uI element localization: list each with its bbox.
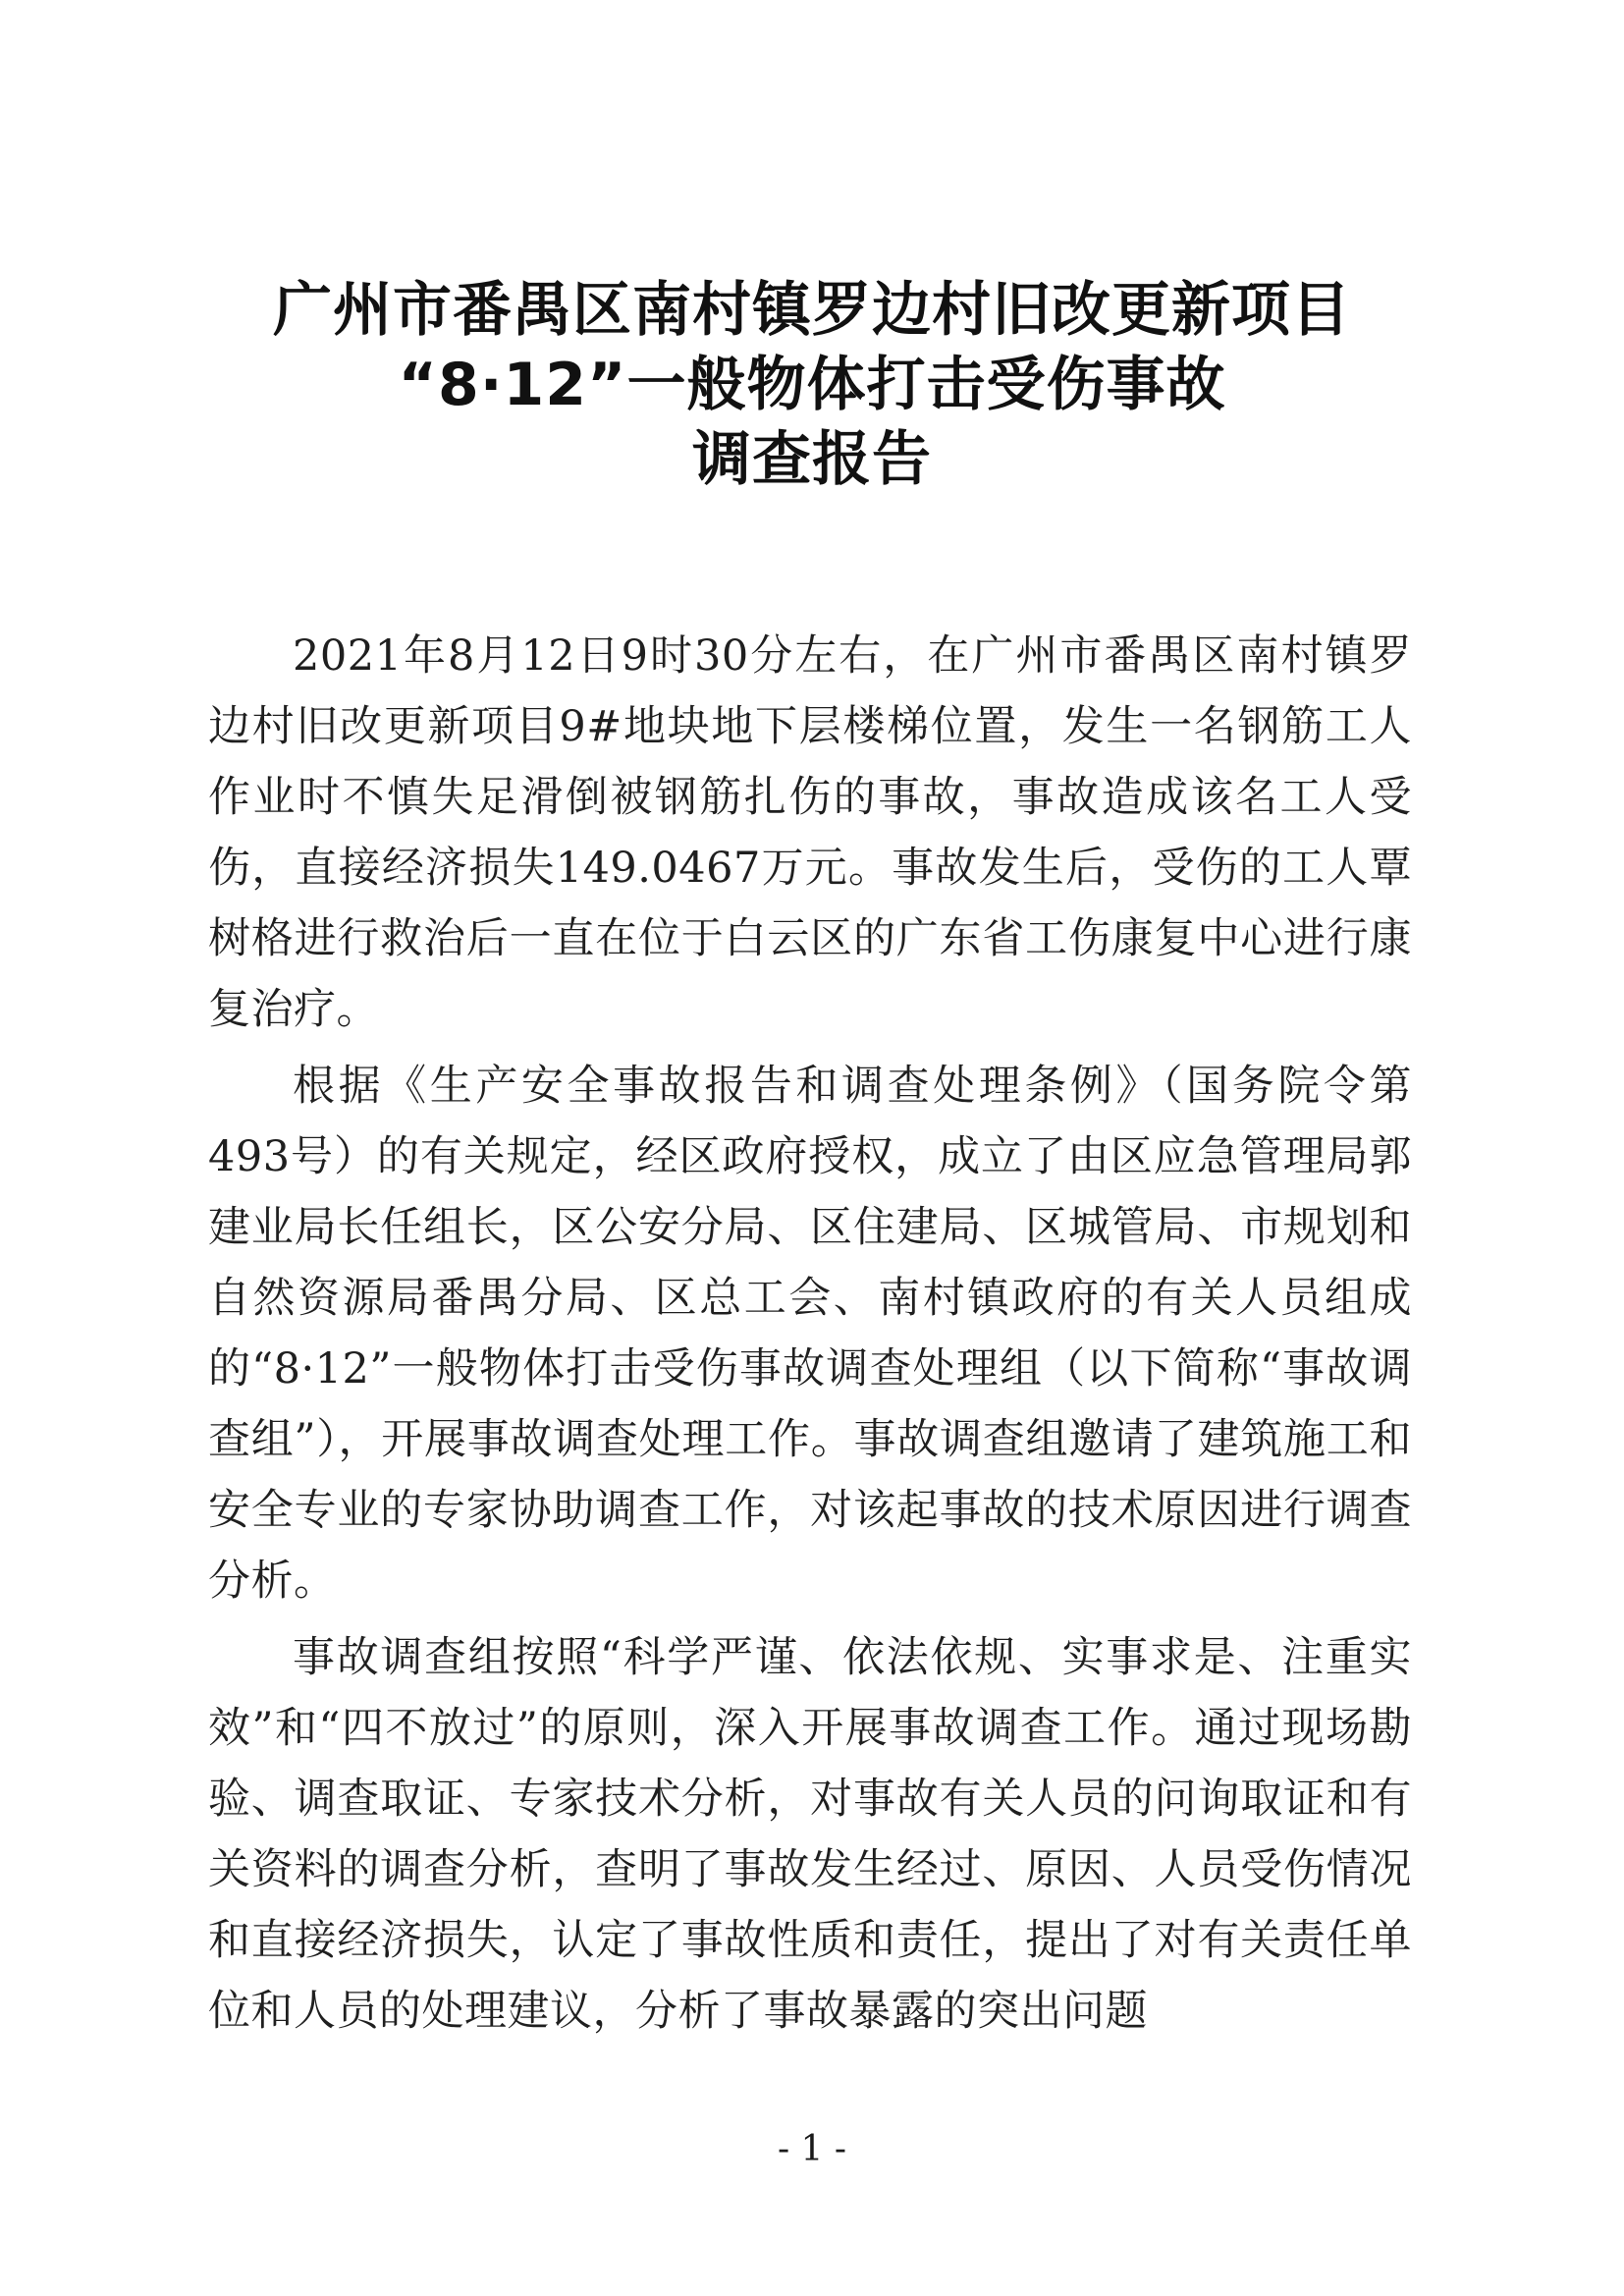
title-line-2: “8·12”一般物体打击受伤事故 <box>398 351 1226 419</box>
title-line-3: 调查报告 <box>692 425 932 494</box>
document-title <box>177 273 1447 497</box>
page-number: - 1 - <box>777 2129 847 2169</box>
paragraph-3: 事故调查组按照“科学严谨、依法依规、实事求是、注重实效”和“四不放过”的原则，深入开展事故调查工作。通过现场勘验、调查取证、专家技术分析，对事故有关人员的问询取证和有关资料的调查分析，查明了事故发生经过、原因、人员受伤情况和直接经济损失，认定了事故性质和责任，提出了对有关责任单位和人员的处理建议，分析了事故暴露的突出问题 <box>208 1633 1412 2036</box>
paragraph-1: 2021年8月12日9时30分左右，在广州市番禺区南村镇罗边村旧改更新项目9#地块地下层楼梯位置，发生一名钢筋工人作业时不慎失足滑倒被钢筋扎伤的事故，事故造成该名工人受伤，直接经济损失149.0467万元。事故发生后，受伤的工人覃树格进行救治后一直在位于白云区的广东省工伤康复中心进行康复治疗。 <box>208 631 1412 1034</box>
document-body <box>208 621 1412 2052</box>
paragraph-2: 根据《生产安全事故报告和调查处理条例》（国务院令第493号）的有关规定，经区政府授权，成立了由区应急管理局郭建业局长任组长，区公安分局、区住建局、区城管局、市规划和自然资源局番禺分局、区总工会、南村镇政府的有关人员组成的“8·12”一般物体打击受伤事故调查处理组（以下简称“事故调查组”），开展事故调查处理工作。事故调查组邀请了建筑施工和安全专业的专家协助调查工作，对该起事故的技术原因进行调查分析。 <box>208 1062 1412 1606</box>
title-line-1: 广州市番禺区南村镇罗边村旧改更新项目 <box>273 276 1351 345</box>
